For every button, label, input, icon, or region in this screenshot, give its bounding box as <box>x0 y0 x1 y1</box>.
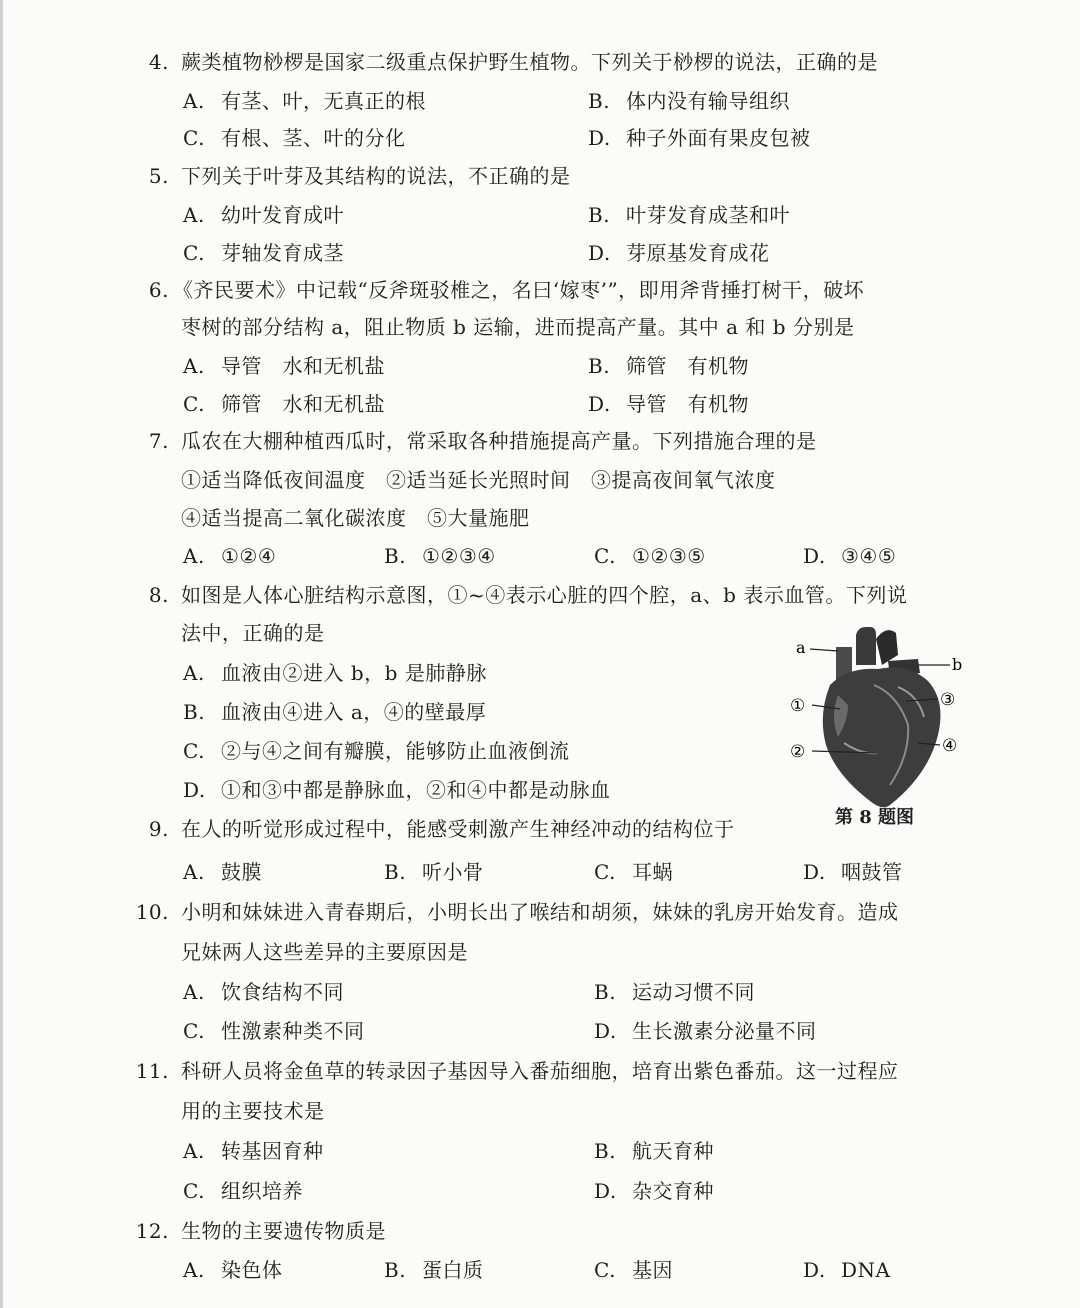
question-number: 4. <box>148 50 169 74</box>
measures-line-1: ①适当降低夜间温度 ②适当延长光照时间 ③提高夜间氧气浓度 <box>181 468 776 492</box>
question-stem: 瓜农在大棚种植西瓜时，常采取各种措施提高产量。下列措施合理的是 <box>181 429 817 453</box>
question-stem-cont: 用的主要技术是 <box>181 1099 325 1123</box>
option-b: B. 叶芽发育成茎和叶 <box>588 203 790 227</box>
label-b: b <box>952 655 963 674</box>
option-a: A. 血液由②进入 b，b 是肺静脉 <box>183 661 487 685</box>
label-4: ④ <box>942 736 958 756</box>
option-d: D. 导管 有机物 <box>588 392 749 416</box>
option-c: C. ②与④之间有瓣膜，能够防止血液倒流 <box>183 739 570 763</box>
question-number: 5. <box>148 164 169 188</box>
option-b: B. 运动习惯不同 <box>594 980 755 1004</box>
option-b: B. ①②③④ <box>384 544 496 568</box>
option-a: A. 染色体 <box>183 1258 283 1282</box>
option-c: C. 性激素种类不同 <box>183 1019 365 1043</box>
question-stem: 《齐民要术》中记载“反斧斑驳椎之，名曰‘嫁枣’”，即用斧背捶打树干，破坏 <box>173 278 865 302</box>
question-stem: 科研人员将金鱼草的转录因子基因导入番茄细胞，培育出紫色番茄。这一过程应 <box>181 1059 899 1083</box>
question-stem: 蕨类植物桫椤是国家二级重点保护野生植物。下列关于桫椤的说法，正确的是 <box>181 50 878 74</box>
option-c: C. 组织培养 <box>183 1179 303 1203</box>
option-d: D. 芽原基发育成花 <box>588 241 770 265</box>
label-3: ③ <box>940 690 956 710</box>
question-stem: 小明和妹妹进入青春期后，小明长出了喉结和胡须，妹妹的乳房开始发育。造成 <box>181 900 899 924</box>
question-stem: 如图是人体心脏结构示意图，①~④表示心脏的四个腔，a、b 表示血管。下列说 <box>181 583 908 607</box>
option-d: D. 种子外面有果皮包被 <box>588 126 811 150</box>
question-stem: 下列关于叶芽及其结构的说法，不正确的是 <box>181 164 571 188</box>
option-b: B. 筛管 有机物 <box>588 354 749 378</box>
option-c: C. ①②③⑤ <box>594 544 706 568</box>
option-d: D. ③④⑤ <box>803 544 897 568</box>
option-d: D. 杂交育种 <box>594 1179 714 1203</box>
label-a: a <box>796 638 806 657</box>
option-c: C. 有根、茎、叶的分化 <box>183 126 406 150</box>
leader-a <box>810 649 838 651</box>
question-stem-cont: 法中，正确的是 <box>181 621 325 645</box>
aorta-branch <box>876 630 898 665</box>
question-stem: 在人的听觉形成过程中，能感受刺激产生神经冲动的结构位于 <box>181 817 735 841</box>
aorta-arch <box>856 627 876 665</box>
option-a: A. 饮食结构不同 <box>183 980 344 1004</box>
option-a: A. 有茎、叶，无真正的根 <box>183 89 426 113</box>
option-a: A. 鼓膜 <box>183 860 262 884</box>
question-number: 12. <box>135 1219 169 1243</box>
figure-caption: 第 8 题图 <box>835 807 915 828</box>
option-c: C. 筛管 水和无机盐 <box>183 392 385 416</box>
question-number: 7. <box>148 429 169 453</box>
option-a: A. ①②④ <box>183 544 277 568</box>
option-d: D. DNA <box>803 1258 891 1282</box>
question-stem-cont: 兄妹两人这些差异的主要原因是 <box>181 940 468 964</box>
option-b: B. 蛋白质 <box>384 1258 484 1282</box>
option-a: A. 导管 水和无机盐 <box>183 354 385 378</box>
option-c: C. 基因 <box>594 1258 673 1282</box>
option-d: D. 咽鼓管 <box>803 860 903 884</box>
question-number: 6. <box>148 278 169 302</box>
option-b: B. 体内没有输导组织 <box>588 89 790 113</box>
label-1: ① <box>790 696 806 716</box>
option-d: D. ①和③中都是静脉血，②和④中都是动脉血 <box>183 778 611 802</box>
question-stem: 生物的主要遗传物质是 <box>181 1219 386 1243</box>
option-c: C. 耳蜗 <box>594 860 673 884</box>
question-number: 10. <box>135 900 169 924</box>
question-stem-cont: 枣树的部分结构 a，阻止物质 b 运输，进而提高产量。其中 a 和 b 分别是 <box>181 315 855 339</box>
question-number: 8. <box>148 583 169 607</box>
label-2: ② <box>790 742 806 762</box>
question-number: 9. <box>148 817 169 841</box>
measures-line-2: ④适当提高二氧化碳浓度 ⑤大量施肥 <box>181 506 530 530</box>
option-c: C. 芽轴发育成茎 <box>183 241 344 265</box>
question-number: 11. <box>135 1059 169 1083</box>
option-b: B. 听小骨 <box>384 860 484 884</box>
option-a: A. 转基因育种 <box>183 1139 324 1163</box>
option-a: A. 幼叶发育成叶 <box>183 203 344 227</box>
option-d: D. 生长激素分泌量不同 <box>594 1019 817 1043</box>
option-b: B. 血液由④进入 a，④的壁最厚 <box>183 700 487 724</box>
option-b: B. 航天育种 <box>594 1139 714 1163</box>
